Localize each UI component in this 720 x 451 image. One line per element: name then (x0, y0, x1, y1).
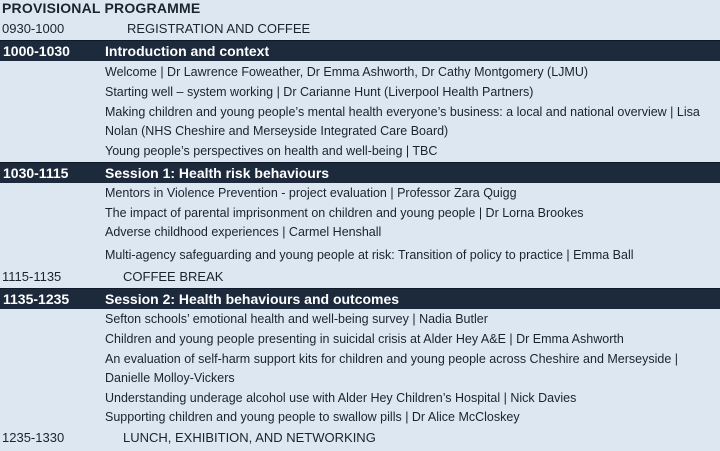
agenda-item: Multi-agency safeguarding and young people at risk: Transition of policy to practice | Emma Ball (105, 248, 634, 262)
session-intro-time: 1000-1030 (3, 43, 70, 59)
coffee-break-label: COFFEE BREAK (123, 269, 224, 284)
lunch-time: 1235-1330 (2, 430, 65, 445)
registration-time: 0930-1000 (2, 21, 65, 36)
agenda-item: Making children and young people’s mental health everyone’s business: a local and national overview | Lisa Nolan (NHS Cheshire and Merseyside Integrated Care Board) (105, 105, 700, 138)
agenda-item: Mentors in Violence Prevention - project evaluation | Professor Zara Quigg (105, 186, 517, 200)
registration-row (0, 20, 720, 38)
agenda-item: Understanding underage alcohol use with Alder Hey Children’s Hospital | Nick Davies (105, 391, 577, 405)
session-intro-title: Introduction and context (105, 43, 270, 59)
agenda-item: Starting well – system working | Dr Carianne Hunt (Liverpool Health Partners) (105, 85, 534, 99)
agenda-item: The impact of parental imprisonment on children and young people | Dr Lorna Brookes (105, 206, 584, 220)
session-intro-header (0, 40, 720, 61)
agenda-item: Welcome | Dr Lawrence Foweather, Dr Emma Ashworth, Dr Cathy Montgomery (LJMU) (105, 65, 589, 79)
lunch-row (0, 429, 720, 447)
coffee-break-time: 1115-1135 (2, 269, 62, 284)
agenda-item: Children and young people presenting in suicidal crisis at Alder Hey A&E | Dr Emma Ashworth (105, 332, 624, 346)
agenda-item: Sefton schools’ emotional health and well-being survey | Nadia Butler (105, 312, 488, 326)
session-1-time: 1030-1115 (3, 165, 69, 181)
lunch-label: LUNCH, EXHIBITION, AND NETWORKING (123, 430, 376, 445)
session-1-title: Session 1: Health risk behaviours (105, 165, 330, 181)
registration-label: REGISTRATION AND COFFEE (127, 21, 311, 36)
agenda-item: Supporting children and young people to swallow pills | Dr Alice McCloskey (105, 410, 520, 424)
page-title: PROVISIONAL PROGRAMME (2, 0, 201, 16)
session-2-header (0, 288, 720, 309)
agenda-item: Adverse childhood experiences | Carmel Henshall (105, 225, 382, 239)
coffee-break-row (0, 268, 720, 286)
agenda-item: An evaluation of self-harm support kits for children and young people across Cheshire and Merseyside | Danielle Molloy-Vickers (105, 352, 678, 385)
agenda-item: Young people’s perspectives on health and well-being | TBC (105, 144, 438, 158)
session-1-header (0, 162, 720, 183)
session-2-title: Session 2: Health behaviours and outcomes (105, 291, 400, 307)
session-2-time: 1135-1235 (3, 291, 70, 307)
